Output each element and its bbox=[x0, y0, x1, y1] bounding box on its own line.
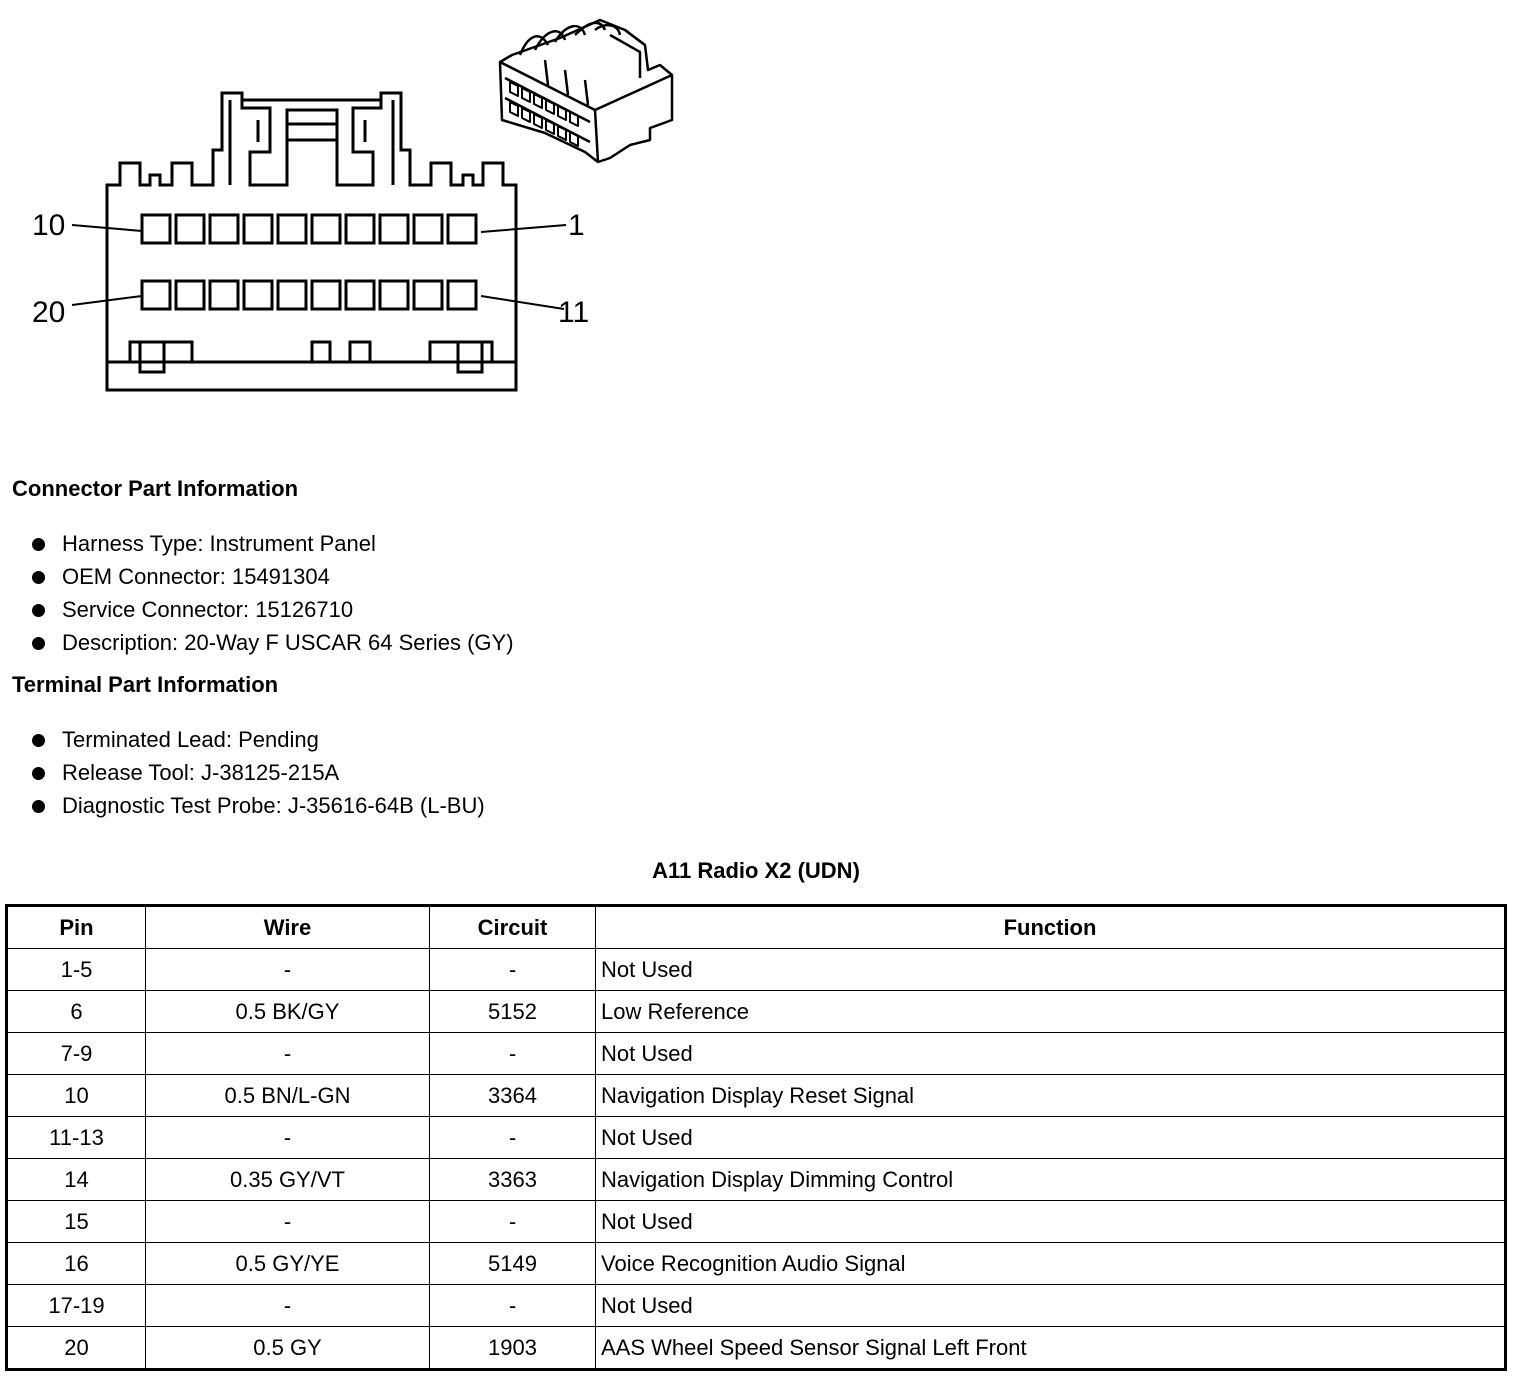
list-item: Description: 20-Way F USCAR 64 Series (GY) bbox=[30, 628, 514, 661]
cavity-top-5 bbox=[278, 215, 306, 243]
circuit-cell: 3363 bbox=[430, 1159, 596, 1201]
cavity-bottom-6 bbox=[312, 281, 340, 309]
wire-cell: - bbox=[146, 1117, 430, 1159]
wire-cell: 0.5 GY/YE bbox=[146, 1243, 430, 1285]
circuit-cell: - bbox=[430, 1285, 596, 1327]
table-row bbox=[7, 1033, 1506, 1075]
table-row bbox=[7, 991, 1506, 1033]
pin-cell: 11-13 bbox=[7, 1117, 146, 1159]
circuit-cell: - bbox=[430, 1201, 596, 1243]
circuit-cell: - bbox=[430, 1033, 596, 1075]
function-cell: Navigation Display Dimming Control bbox=[596, 1159, 1506, 1201]
function-cell: Navigation Display Reset Signal bbox=[596, 1075, 1506, 1117]
circuit-cell: 5149 bbox=[430, 1243, 596, 1285]
wire-cell: 0.5 GY bbox=[146, 1327, 430, 1370]
wire-cell: 0.5 BN/L-GN bbox=[146, 1075, 430, 1117]
circuit-cell: 1903 bbox=[430, 1327, 596, 1370]
pin-cell: 15 bbox=[7, 1201, 146, 1243]
terminal-part-info-list bbox=[30, 725, 485, 824]
cavity-bottom-8 bbox=[380, 281, 408, 309]
pin-cell: 20 bbox=[7, 1327, 146, 1370]
function-cell: Low Reference bbox=[596, 991, 1506, 1033]
pin-label-20: 20 bbox=[32, 296, 66, 329]
cavity-row-bottom bbox=[142, 281, 476, 309]
function-cell: Not Used bbox=[596, 949, 1506, 991]
connector-part-info-list bbox=[30, 529, 514, 661]
function-cell: Not Used bbox=[596, 1117, 1506, 1159]
cavity-top-6 bbox=[312, 215, 340, 243]
table-row bbox=[7, 1285, 1506, 1327]
table-header-row bbox=[7, 906, 1506, 949]
circuit-cell: 3364 bbox=[430, 1075, 596, 1117]
circuit-cell: 5152 bbox=[430, 991, 596, 1033]
cavity-top-7 bbox=[346, 215, 374, 243]
cavity-bottom-1 bbox=[142, 281, 170, 309]
wire-cell: - bbox=[146, 1201, 430, 1243]
wire-cell: 0.35 GY/VT bbox=[146, 1159, 430, 1201]
list-item: OEM Connector: 15491304 bbox=[30, 562, 514, 595]
cavity-top-2 bbox=[176, 215, 204, 243]
list-item: Harness Type: Instrument Panel bbox=[30, 529, 514, 562]
connector-part-info-heading: Connector Part Information bbox=[12, 476, 299, 501]
table-row bbox=[7, 1117, 1506, 1159]
pin-cell: 16 bbox=[7, 1243, 146, 1285]
table-row bbox=[7, 1327, 1506, 1370]
function-cell: AAS Wheel Speed Sensor Signal Left Front bbox=[596, 1327, 1506, 1370]
wire-cell: - bbox=[146, 1285, 430, 1327]
list-item: Release Tool: J-38125-215A bbox=[30, 758, 485, 791]
column-header-function: Function bbox=[596, 906, 1506, 949]
cavity-top-8 bbox=[380, 215, 408, 243]
table-title: A11 Radio X2 (UDN) bbox=[652, 858, 860, 883]
leader-line-pin-11 bbox=[481, 296, 564, 309]
wire-cell: 0.5 BK/GY bbox=[146, 991, 430, 1033]
function-cell: Not Used bbox=[596, 1201, 1506, 1243]
list-item: Diagnostic Test Probe: J-35616-64B (L-BU) bbox=[30, 791, 485, 824]
cavity-bottom-10 bbox=[448, 281, 476, 309]
pin-cell: 6 bbox=[7, 991, 146, 1033]
cavity-bottom-2 bbox=[176, 281, 204, 309]
pin-cell: 14 bbox=[7, 1159, 146, 1201]
connector-isometric-illustration bbox=[500, 20, 672, 162]
function-cell: Voice Recognition Audio Signal bbox=[596, 1243, 1506, 1285]
table-row bbox=[7, 1075, 1506, 1117]
table-row bbox=[7, 949, 1506, 991]
circuit-cell: - bbox=[430, 1117, 596, 1159]
pin-label-1: 1 bbox=[568, 209, 585, 242]
cavity-bottom-9 bbox=[414, 281, 442, 309]
table-body bbox=[7, 949, 1506, 1370]
cavity-top-3 bbox=[210, 215, 238, 243]
function-cell: Not Used bbox=[596, 1285, 1506, 1327]
cavity-top-4 bbox=[244, 215, 272, 243]
circuit-cell: - bbox=[430, 949, 596, 991]
cavity-top-9 bbox=[414, 215, 442, 243]
connector-face-diagram bbox=[0, 0, 700, 410]
cavity-bottom-7 bbox=[346, 281, 374, 309]
column-header-wire: Wire bbox=[146, 906, 430, 949]
pin-cell: 10 bbox=[7, 1075, 146, 1117]
pinout-table bbox=[5, 904, 1507, 1371]
table-row bbox=[7, 1159, 1506, 1201]
cavity-top-1 bbox=[142, 215, 170, 243]
cavity-bottom-5 bbox=[278, 281, 306, 309]
pin-cell: 17-19 bbox=[7, 1285, 146, 1327]
table-row bbox=[7, 1243, 1506, 1285]
list-item: Service Connector: 15126710 bbox=[30, 595, 514, 628]
leader-line-pin-1 bbox=[481, 225, 566, 232]
list-item: Terminated Lead: Pending bbox=[30, 725, 485, 758]
table-row bbox=[7, 1201, 1506, 1243]
cavity-bottom-3 bbox=[210, 281, 238, 309]
column-header-circuit: Circuit bbox=[430, 906, 596, 949]
column-header-pin: Pin bbox=[7, 906, 146, 949]
pin-cell: 1-5 bbox=[7, 949, 146, 991]
wire-cell: - bbox=[146, 1033, 430, 1075]
pin-label-11: 11 bbox=[558, 296, 590, 329]
function-cell: Not Used bbox=[596, 1033, 1506, 1075]
cavity-row-top bbox=[142, 215, 476, 243]
cavity-bottom-4 bbox=[244, 281, 272, 309]
wire-cell: - bbox=[146, 949, 430, 991]
terminal-part-info-heading: Terminal Part Information bbox=[12, 672, 279, 697]
pin-cell: 7-9 bbox=[7, 1033, 146, 1075]
cavity-top-10 bbox=[448, 215, 476, 243]
pin-label-10: 10 bbox=[32, 209, 66, 242]
